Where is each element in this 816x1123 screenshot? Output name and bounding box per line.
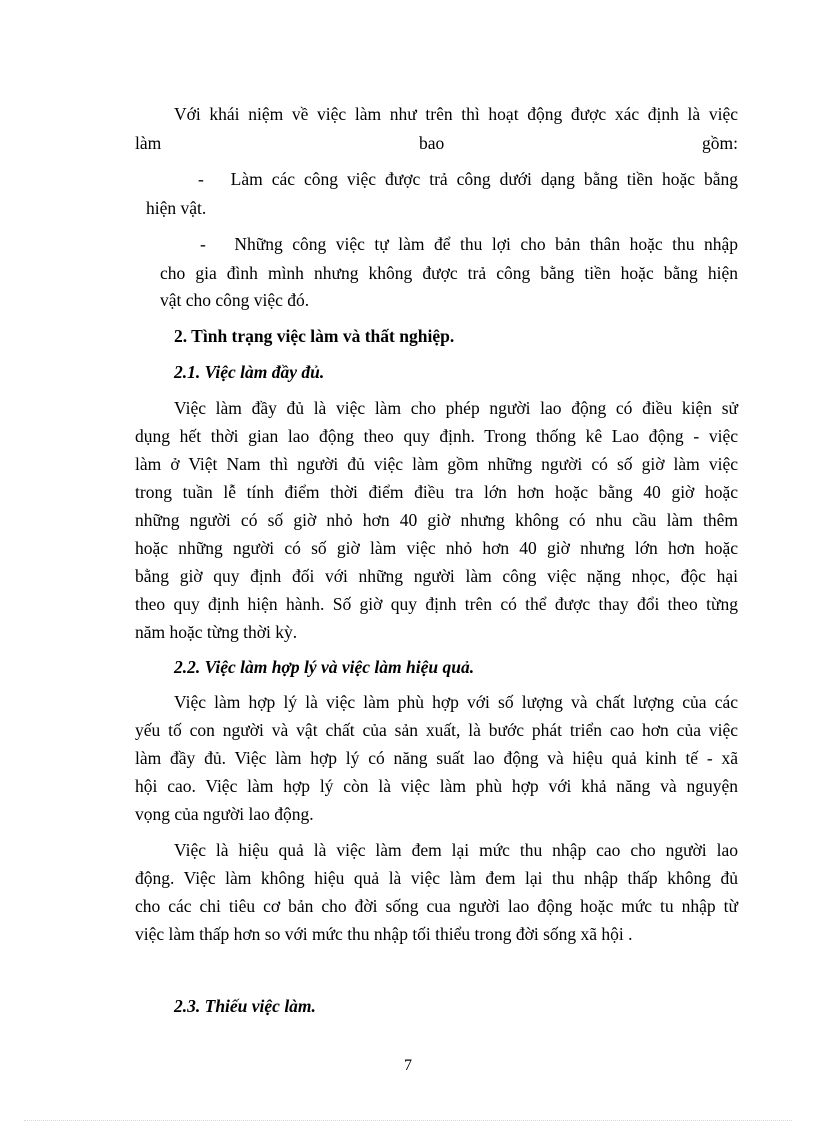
paragraph-line bbox=[135, 133, 738, 153]
text-line: những người có số giờ nhỏ hơn 40 giờ nhưng không có nhu cầu làm thêm bbox=[135, 510, 738, 530]
bullet-line bbox=[198, 169, 738, 189]
word: gồm: bbox=[702, 133, 738, 153]
subsection-heading: 2.1. Việc làm đầy đủ. bbox=[174, 362, 325, 382]
text-line: Việc làm đầy đủ là việc làm cho phép người lao động có điều kiện sử bbox=[174, 398, 738, 418]
text-line: Với khái niệm về việc làm như trên thì hoạt động được xác định là việc bbox=[174, 104, 738, 124]
bullet-line bbox=[160, 263, 738, 283]
text-line: làm ở Việt Nam thì người đủ việc làm gồm những người có số giờ làm việc bbox=[135, 454, 738, 474]
paragraph-line bbox=[174, 104, 738, 124]
text-line: - Những công việc tự làm để thu lợi cho bản thân hoặc thu nhập bbox=[200, 234, 738, 254]
text-line: Việc là hiệu quả là việc làm đem lại mức thu nhập cao cho người lao bbox=[174, 840, 738, 860]
text-line: cho gia đình mình nhưng không được trả công bằng tiền hoặc bằng hiện bbox=[160, 263, 738, 283]
section-heading: 2. Tình trạng việc làm và thất nghiệp. bbox=[174, 326, 455, 346]
text-line: vọng của người lao động. bbox=[135, 804, 314, 824]
text-line: theo quy định hiện hành. Số giờ quy định trên có thể được thay đổi theo từng bbox=[135, 594, 738, 614]
subsection-heading: 2.3. Thiếu việc làm. bbox=[174, 996, 316, 1016]
text-line: cho các chi tiêu cơ bản cho đời sống cua người lao động hoặc mức tu nhập từ bbox=[135, 896, 738, 916]
text-line: trong tuần lễ tính điểm thời điểm điều tra lớn hơn hoặc bằng 40 giờ hoặc bbox=[135, 482, 738, 502]
bullet-line bbox=[200, 234, 738, 254]
text-line: bằng giờ quy định đối với những người làm công việc nặng nhọc, độc hại bbox=[135, 566, 738, 586]
text-line: việc làm thấp hơn so với mức thu nhập tối thiểu trong đời sống xã hội . bbox=[135, 924, 633, 944]
bullet-line: vật cho công việc đó. bbox=[160, 290, 310, 310]
word: làm bbox=[135, 133, 162, 153]
text-line: Việc làm hợp lý là việc làm phù hợp với số lượng và chất lượng của các bbox=[174, 692, 738, 712]
text-line: - Làm các công việc được trả công dưới dạng bằng tiền hoặc bằng bbox=[198, 169, 738, 189]
text-line: yếu tố con người và vật chất của sản xuất, là bước phát triển cao hơn của việc bbox=[135, 720, 738, 740]
subsection-heading: 2.2. Việc làm hợp lý và việc làm hiệu quả. bbox=[174, 657, 475, 677]
text-line: động. Việc làm không hiệu quả là việc làm đem lại thu nhập thấp không đủ bbox=[135, 868, 738, 888]
text-line: làm đầy đủ. Việc làm hợp lý có năng suất lao động và hiệu quả kinh tế - xã bbox=[135, 748, 738, 768]
word: bao bbox=[418, 133, 445, 153]
text-line: năm hoặc từng thời kỳ. bbox=[135, 622, 298, 642]
text-line: hoặc những người có số giờ làm việc nhỏ hơn 40 giờ nhưng lớn hơn hoặc bbox=[135, 538, 738, 558]
text-line: hội cao. Việc làm hợp lý còn là việc làm phù hợp với khả năng và nguyện bbox=[135, 776, 738, 796]
page-bottom-divider bbox=[24, 1120, 792, 1121]
page-number: 7 bbox=[404, 1057, 412, 1074]
bullet-line: hiện vật. bbox=[146, 198, 207, 218]
text-line: dụng hết thời gian lao động theo quy định. Trong thống kê Lao động - việc bbox=[135, 426, 738, 446]
